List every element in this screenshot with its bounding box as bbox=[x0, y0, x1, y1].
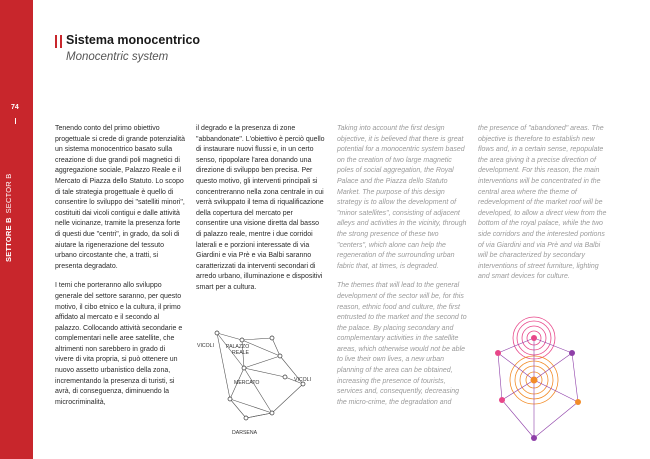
network-node bbox=[240, 338, 244, 342]
paragraph: the presence of "abandoned" areas. The objective is therefore to establish new flows and, in a certain sense, repopulate the area giving it a precise direction of development. For this reason, the main interventions will be concentrated in the central area where the theme of redevelopment of the market roof will be developed, to allow a direct view from the bottom of the royal palace, while the two side corridors and the interested portions of via Giardini and via Prè and via Balbi will be characterized by secondary interventions of street furniture, lighting and smart devices for culture. bbox=[478, 125, 607, 281]
network-node bbox=[283, 375, 287, 379]
section-code: SETTORE B bbox=[4, 217, 13, 262]
paragraph: I temi che porteranno allo sviluppo generale del settore saranno, per questo motivo, il cibo etnico e la cultura, il primo affidato al mercato e il secondo al palazzo. Collocando attività secondarie e complementari nelle aree satellite, che altrimenti non sarebbero in grado di vivere di vita propria, si può ottenere un nuovo assetto urbanistico della zona, incrementando la presenza di turisti, si avrà, di conseguenza, diminuendo la microcriminalità, bbox=[55, 282, 183, 406]
page-number: 74 bbox=[11, 104, 19, 111]
section-label bbox=[4, 132, 16, 262]
label-darsena: DARSENA bbox=[232, 430, 258, 436]
page-number-divider bbox=[15, 118, 16, 124]
paragraph: Tenendo conto del primo obiettivo progettuale si crede di grande potenzialità un sistema monocentrico basato sulla creazione di due grandi poli magnetici di aggregazione sociale, Palazzo Reale e il Mercato di Piazza dello Statuto. Lo scopo di tale strategia progettuale è quello di consentire lo sviluppo dei "satelliti minori", costituiti dai vicoli contigui e dalle attività nelle vicinanze, tramite la presenza forte di questi due "centri", in grado, da soli di aiutare la rigenerazione del tessuto urbano circostante che, a tratti, si presenta degradato. bbox=[55, 125, 185, 270]
paragraph: il degrado e la presenza di zone "abbandonate". L'obiettivo è perciò quello di instaurare nuovi flussi e, in un certo senso, ripopolare l'area donando una direzione di sviluppo ben precisa. Per questo motivo, gli interventi principali si concentreranno nella zona centrale in cui verrà sviluppato il tema di riqualificazione della copertura del mercato per consentire una visione diretta dal basso di palazzo reale, mentre i due corridoi laterali e e porzioni interessate di via Giardini e via Prè e via Balbi saranno caratterizzati da interventi secondari di arredo urbano, illuminazione e dispositivi smart per a cultura. bbox=[196, 125, 325, 291]
monocentric-network-diagram bbox=[190, 298, 330, 448]
network-node bbox=[228, 397, 232, 401]
italian-column-1 bbox=[55, 124, 185, 417]
monocentric-radial-graphic bbox=[490, 298, 600, 448]
label-vicoli-left: VICOLI bbox=[197, 343, 215, 349]
network-node bbox=[278, 354, 282, 358]
english-column-2 bbox=[478, 124, 610, 292]
network-node bbox=[270, 336, 274, 340]
label-palazzo: PALAZZO bbox=[226, 344, 250, 350]
paragraph: Taking into account the first design objective, it is believed that there is great potential for a monocentric system based on the creation of two large magnetic poles of social aggregation, the Royal Palace and the Piazza dello Statuto Market. The purpose of this design strategy is to allow the development of "minor satellites", consisting of adjacent alleys and activities in the vicinity, through the strong presence of these two "centers", which alone can help the regeneration of the surrounding urban fabric that, at times, is degraded. bbox=[337, 125, 467, 270]
english-column-1 bbox=[337, 124, 469, 417]
italian-column-2 bbox=[196, 124, 326, 303]
title-accent-bars bbox=[55, 35, 64, 48]
label-vicoli-right: VICOLI bbox=[294, 377, 312, 383]
section-name: SECTOR B bbox=[4, 173, 13, 214]
network-node bbox=[215, 331, 219, 335]
section-sidebar bbox=[0, 0, 33, 459]
network-node bbox=[270, 411, 274, 415]
label-palazzo-reale bbox=[226, 344, 250, 356]
network-node bbox=[244, 416, 248, 420]
label-mercato: MERCATO bbox=[234, 380, 260, 386]
page-subtitle: Monocentric system bbox=[66, 51, 169, 63]
page-title: Sistema monocentrico bbox=[66, 33, 201, 47]
label-reale: REALE bbox=[232, 350, 250, 356]
network-node bbox=[242, 366, 246, 370]
paragraph: The themes that will lead to the general development of the sector will be, for this reason, ethnic food and culture, the first entrusted to the market and the second to the palace. By placing secondary and complementary activities in the satellite areas, which otherwise would not be able to live their own lives, a new urban planning of the area can be obtained, increasing the presence of tourists, services and, consequently, decreasing the micro-crime, the degradation and bbox=[337, 282, 467, 406]
